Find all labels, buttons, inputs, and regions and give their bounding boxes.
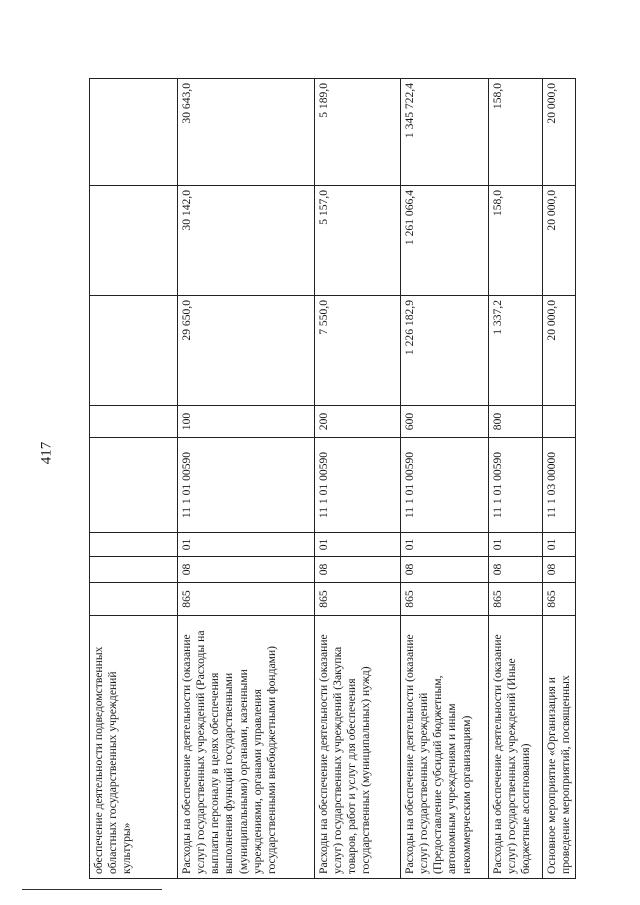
amount-year2-cell: 1 261 066,4	[401, 186, 489, 296]
amount-year1-cell: 20 000,0	[543, 296, 576, 406]
row-description: Основное мероприятие «Организация и проведение мероприятий, посвященных	[543, 616, 576, 879]
expense-type-cell: 800	[489, 406, 543, 438]
expense-type-cell: 100	[178, 406, 315, 438]
table-body	[90, 79, 576, 879]
gov-code-cell: 865	[315, 583, 401, 616]
section-cell: 08	[401, 557, 489, 583]
amount-year2-cell: 5 157,0	[315, 186, 401, 296]
row-description: обеспечение деятельности подведомственных областных государственных учреждений культуры»	[90, 616, 178, 879]
amount-year3-cell: 30 643,0	[178, 79, 315, 186]
expense-type-cell	[90, 406, 178, 438]
target-article-cell: 11 1 01 00590	[315, 438, 401, 533]
row-description: Расходы на обеспечение деятельности (оказание услуг) государственных учреждений (Закупка товаров, работ и услуг для обеспечения государственных (муниципальных) нужд)	[315, 616, 401, 879]
amount-year3-cell	[90, 79, 178, 186]
subsection-cell: 01	[489, 533, 543, 557]
amount-year3-cell: 1 345 722,4	[401, 79, 489, 186]
amount-year3-cell: 158,0	[489, 79, 543, 186]
amount-year1-cell	[90, 296, 178, 406]
amount-year2-cell: 158,0	[489, 186, 543, 296]
section-cell	[90, 557, 178, 583]
gov-code-cell: 865	[178, 583, 315, 616]
subsection-cell: 01	[401, 533, 489, 557]
target-article-cell: 11 1 01 00590	[489, 438, 543, 533]
amount-year1-cell: 7 550,0	[315, 296, 401, 406]
row-description: Расходы на обеспечение деятельности (оказание услуг) государственных учреждений (Расходы на выплаты персоналу в целях обеспечения выполнения функций государственными (муниципальными) органами, казенными учреждениями, органами управления государственными внебюджетными фондами)	[178, 616, 315, 879]
amount-year3-cell: 5 189,0	[315, 79, 401, 186]
table-row	[178, 79, 315, 879]
amount-year2-cell	[90, 186, 178, 296]
footer-rule	[22, 889, 162, 890]
subsection-cell: 01	[178, 533, 315, 557]
amount-year1-cell: 1 226 182,9	[401, 296, 489, 406]
expense-type-cell: 600	[401, 406, 489, 438]
target-article-cell	[90, 438, 178, 533]
target-article-cell: 11 1 01 00590	[401, 438, 489, 533]
section-cell: 08	[489, 557, 543, 583]
subsection-cell	[90, 533, 178, 557]
target-article-cell: 11 1 01 00590	[178, 438, 315, 533]
amount-year2-cell: 20 000,0	[543, 186, 576, 296]
target-article-cell: 11 1 03 00000	[543, 438, 576, 533]
section-cell: 08	[543, 557, 576, 583]
gov-code-cell: 865	[401, 583, 489, 616]
table-row	[90, 79, 178, 879]
table-row	[543, 79, 576, 879]
amount-year2-cell: 30 142,0	[178, 186, 315, 296]
row-description: Расходы на обеспечение деятельности (оказание услуг) государственных учреждений (Иные бюджетные ассигнования)	[489, 616, 543, 879]
rotated-table-container	[89, 79, 573, 879]
expense-type-cell	[543, 406, 576, 438]
section-cell: 08	[315, 557, 401, 583]
expense-type-cell: 200	[315, 406, 401, 438]
gov-code-cell: 865	[543, 583, 576, 616]
subsection-cell: 01	[543, 533, 576, 557]
amount-year3-cell: 20 000,0	[543, 79, 576, 186]
table-row	[315, 79, 401, 879]
amount-year1-cell: 29 650,0	[178, 296, 315, 406]
row-description: Расходы на обеспечение деятельности (оказание услуг) государственных учреждений (Предоставление субсидий бюджетным, автономным учреждениям и иным некоммерческим организациям)	[401, 616, 489, 879]
section-cell: 08	[178, 557, 315, 583]
gov-code-cell	[90, 583, 178, 616]
table-row	[489, 79, 543, 879]
page-number: 417	[38, 441, 55, 465]
budget-table	[89, 78, 576, 879]
subsection-cell: 01	[315, 533, 401, 557]
table-row	[401, 79, 489, 879]
amount-year1-cell: 1 337,2	[489, 296, 543, 406]
gov-code-cell: 865	[489, 583, 543, 616]
